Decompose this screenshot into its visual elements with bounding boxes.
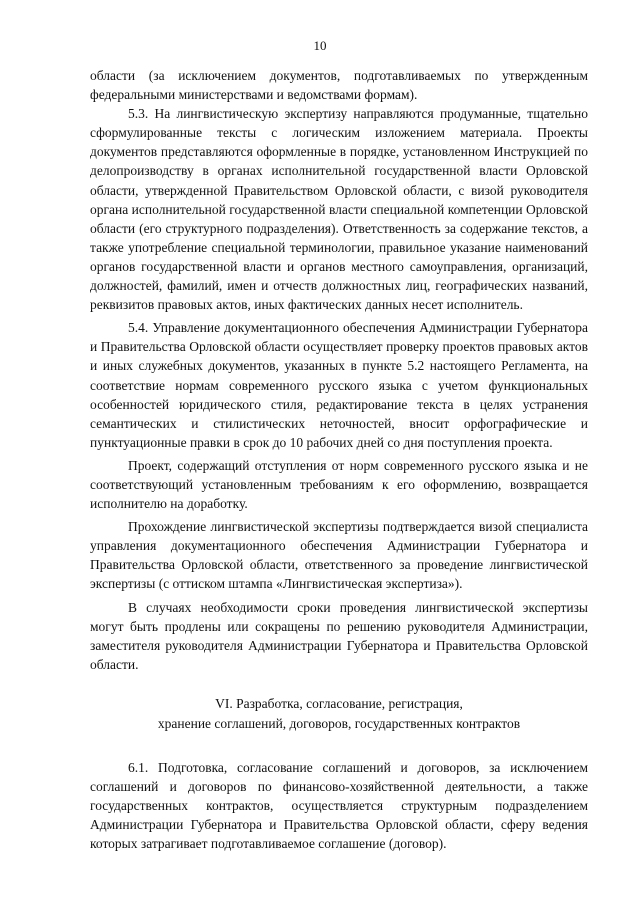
paragraph-project-return: Проект, содержащий отступления от норм современного русского языка и не соответствующий установленным требованиям к его оформлению, возвращается исполнителю на доработку. bbox=[90, 457, 588, 512]
page-number: 10 bbox=[313, 38, 327, 53]
paragraph-5-4: 5.4. Управление документационного обеспечения Администрации Губернатора и Правительства Орловской области осуществляет проверку проектов правовых актов и иных служебных документов, указанных в пункте 5.2 настоящего Регламента, на соответствие нормам современного русского языка с учетом функциональных особенностей юридического стиля, редактирование текста в целях устранения семантических и стилистических неточностей, вносит орфографические и пунктуационные правки в срок до 10 рабочих дней со дня поступления проекта. bbox=[90, 320, 588, 450]
section-heading-line-2: хранение соглашений, договоров, государственных контрактов bbox=[157, 715, 521, 731]
paragraph-expertise-visa: Прохождение лингвистической экспертизы подтверждается визой специалиста управления документационного обеспечения Администрации Губернатора и Правительства Орловской области, ответственного за проведение лингвистической экспертизы (с оттиском штампа «Лингвистическая экспертиза»). bbox=[90, 519, 588, 592]
paragraph-expertise-terms: В случаях необходимости сроки проведения лингвистической экспертизы могут быть продлены или сокращены по решению руководителя Администрации, заместителя руководителя Администрации Губернатора и Правительства Орловской области. bbox=[90, 599, 588, 672]
section-heading bbox=[90, 694, 588, 734]
document-body bbox=[90, 66, 588, 853]
section-heading-line-1: VI. Разработка, согласование, регистрация, bbox=[215, 695, 463, 711]
paragraph-6-1: 6.1. Подготовка, согласование соглашений и договоров, за исключением соглашений и договоров по финансово-хозяйственной деятельности, а также государственных контрактов, осуществляется структурным подразделением Администрации Губернатора и Правительства Орловской области, сферу ведения которых затрагивает подготавливаемое соглашение (договор). bbox=[90, 759, 588, 852]
paragraph-5-3: 5.3. На лингвистическую экспертизу направляются продуманные, тщательно сформулированные тексты с логическим изложением материала. Проекты документов представляются оформленные в порядке, установленном Инструкцией по делопроизводству в органах исполнительной государственной власти Орловской области, утвержденной Правительством Орловской области, с визой руководителя органа исполнительной государственной власти специальной компетенции Орловской области (его структурного подразделения). Ответственность за содержание текстов, а также употребление специальной терминологии, правильное указание наименований органов государственной власти и органов местного самоуправления, организаций, должностей, фамилий, имен и отчеств должностных лиц, географических названий, реквизитов правовых актов, иных фактических данных несет исполнитель. bbox=[90, 106, 588, 313]
paragraph-continuation: области (за исключением документов, подготавливаемых по утвержденным федеральными министерствами и ведомствами формам). bbox=[90, 68, 588, 103]
